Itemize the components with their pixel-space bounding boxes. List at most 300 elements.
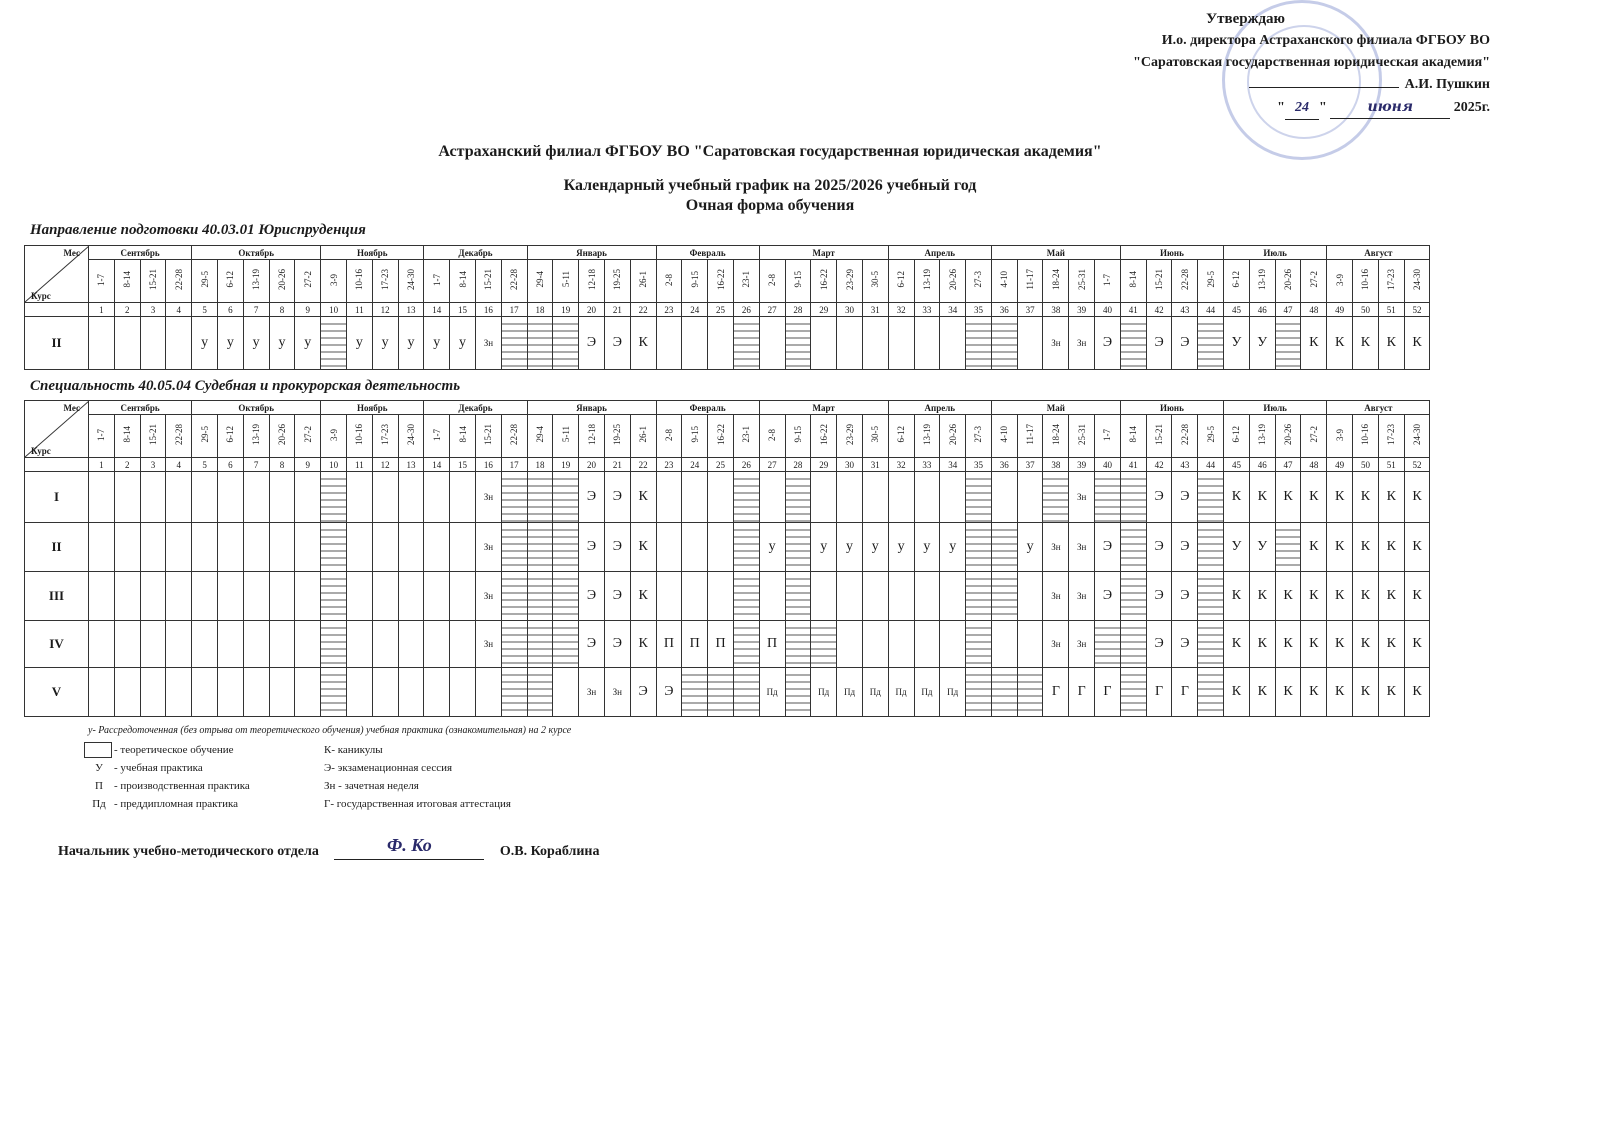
schedule-cell: [682, 668, 708, 717]
schedule-cell: Э: [1095, 572, 1121, 621]
week-number: 6: [217, 458, 243, 472]
schedule-cell: [733, 668, 759, 717]
schedule-cell: [398, 572, 424, 621]
week-number: 45: [1224, 458, 1250, 472]
week-range: 10-16: [1360, 269, 1371, 290]
schedule-cell: [811, 317, 837, 370]
week-range: 17-23: [1386, 269, 1397, 290]
schedule-cell: [759, 472, 785, 523]
week-header: [1069, 260, 1095, 303]
schedule-cell: [217, 621, 243, 668]
header-mes: Мес: [63, 403, 80, 413]
schedule-cell: [1120, 523, 1146, 572]
schedule-cell: Зн: [475, 317, 501, 370]
week-number: 7: [243, 303, 269, 317]
schedule-cell: Г: [1172, 668, 1198, 717]
week-range: 23-29: [844, 269, 855, 290]
footer-signature-mark: Ф. Ко: [334, 835, 484, 860]
schedule-cell: [527, 572, 553, 621]
week-header: [398, 260, 424, 303]
schedule-cell: [217, 523, 243, 572]
week-range: 17-23: [1386, 424, 1397, 445]
week-header: [192, 415, 218, 458]
schedule-cell: К: [1404, 317, 1430, 370]
schedule-cell: [192, 572, 218, 621]
week-range: 6-12: [1231, 271, 1242, 288]
schedule-cell: Э: [579, 472, 605, 523]
week-number: 39: [1069, 303, 1095, 317]
week-number: 15: [450, 303, 476, 317]
schedule-cell: [346, 621, 372, 668]
week-number: 43: [1172, 303, 1198, 317]
week-header: [862, 415, 888, 458]
month-header: Март: [759, 246, 888, 260]
week-range: 26-1: [638, 426, 649, 443]
schedule-cell: П: [656, 621, 682, 668]
schedule-cell: [166, 621, 192, 668]
schedule-cell: Зн: [475, 621, 501, 668]
schedule-cell: [140, 472, 166, 523]
schedule-cell: К: [1249, 621, 1275, 668]
header-kurs: Курс: [31, 446, 51, 456]
schedule-cell: К: [630, 523, 656, 572]
week-header: [1120, 415, 1146, 458]
schedule-cell: [1275, 523, 1301, 572]
schedule-cell: [656, 472, 682, 523]
schedule-cell: [940, 572, 966, 621]
week-number: 22: [630, 458, 656, 472]
schedule-cell: [837, 472, 863, 523]
schedule-cell: [450, 472, 476, 523]
week-header: [398, 415, 424, 458]
week-number: 30: [837, 303, 863, 317]
section-title: Специальность 40.05.04 Судебная и прокурорская деятельность: [30, 378, 461, 394]
schedule-cell: у: [837, 523, 863, 572]
week-header: [1198, 415, 1224, 458]
week-header: [89, 415, 115, 458]
section-title: Направление подготовки 40.03.01 Юриспруденция: [30, 222, 366, 238]
schedule-cell: К: [1275, 621, 1301, 668]
schedule-cell: у: [450, 317, 476, 370]
week-range: 9-15: [792, 426, 803, 443]
week-header: [346, 415, 372, 458]
week-header: [89, 260, 115, 303]
schedule-cell: [1095, 621, 1121, 668]
week-header: [1120, 260, 1146, 303]
week-number: 14: [424, 303, 450, 317]
schedule-cell: Зн: [1069, 472, 1095, 523]
schedule-cell: К: [630, 572, 656, 621]
week-number: 24: [682, 458, 708, 472]
schedule-cell: [966, 317, 992, 370]
week-range: 13-19: [251, 269, 262, 290]
week-header: [991, 260, 1017, 303]
week-number: 2: [114, 303, 140, 317]
schedule-cell: [966, 472, 992, 523]
schedule-cell: [89, 621, 115, 668]
course-row: [25, 472, 1430, 523]
schedule-cell: [837, 621, 863, 668]
schedule-cell: Г: [1069, 668, 1095, 717]
schedule-cell: [450, 668, 476, 717]
week-number: 33: [914, 303, 940, 317]
legend-key: Пд: [92, 798, 106, 810]
schedule-cell: [321, 668, 347, 717]
week-header: [372, 260, 398, 303]
schedule-cell: [785, 523, 811, 572]
schedule-cell: [140, 572, 166, 621]
schedule-cell: Зн: [1043, 621, 1069, 668]
schedule-cell: [1120, 621, 1146, 668]
week-number: 12: [372, 458, 398, 472]
schedule-cell: [811, 572, 837, 621]
week-number: 25: [708, 303, 734, 317]
week-number: 32: [888, 458, 914, 472]
schedule-cell: Пд: [914, 668, 940, 717]
week-number: 20: [579, 458, 605, 472]
schedule-cell: Зн: [1043, 317, 1069, 370]
week-range: 20-26: [947, 269, 958, 290]
schedule-cell: [295, 621, 321, 668]
week-range: 19-25: [612, 269, 623, 290]
schedule-cell: [940, 317, 966, 370]
week-header: [837, 260, 863, 303]
week-number: 16: [475, 458, 501, 472]
week-header: [269, 260, 295, 303]
week-range: 19-25: [612, 424, 623, 445]
schedule-cell: [1017, 572, 1043, 621]
week-number: 9: [295, 303, 321, 317]
schedule-cell: [1275, 317, 1301, 370]
week-range: 22-28: [1179, 269, 1190, 290]
schedule-cell: [785, 668, 811, 717]
schedule-cell: Пд: [940, 668, 966, 717]
schedule-cell: К: [1378, 472, 1404, 523]
week-header: [1353, 415, 1379, 458]
week-range: 10-16: [1360, 424, 1371, 445]
week-range: 16-22: [715, 269, 726, 290]
schedule-cell: [217, 668, 243, 717]
week-range: 6-12: [225, 426, 236, 443]
schedule-cell: К: [1301, 621, 1327, 668]
week-range: 1-7: [96, 428, 107, 441]
schedule-cell: [966, 668, 992, 717]
week-number: 38: [1043, 303, 1069, 317]
schedule-cell: К: [1301, 523, 1327, 572]
week-header: [811, 415, 837, 458]
schedule-cell: [450, 523, 476, 572]
schedule-cell: [527, 317, 553, 370]
week-range: 1-7: [1102, 273, 1113, 286]
week-header: [656, 260, 682, 303]
schedule-cell: [501, 621, 527, 668]
week-number: 18: [527, 458, 553, 472]
legend-row: [84, 759, 511, 777]
schedule-cell: [991, 572, 1017, 621]
week-range: 2-8: [767, 273, 778, 286]
week-header: [1275, 260, 1301, 303]
week-range: 16-22: [715, 424, 726, 445]
schedule-cell: К: [1353, 572, 1379, 621]
schedule-cell: [269, 572, 295, 621]
schedule-cell: [991, 472, 1017, 523]
week-number: 44: [1198, 303, 1224, 317]
schedule-cell: [785, 317, 811, 370]
week-range: 18-24: [1050, 424, 1061, 445]
week-number: 48: [1301, 303, 1327, 317]
schedule-cell: У: [1249, 523, 1275, 572]
legend-item: Г- государственная итоговая аттестация: [324, 798, 511, 810]
schedule-cell: Э: [1172, 472, 1198, 523]
week-header: [1249, 415, 1275, 458]
schedule-cell: К: [1301, 472, 1327, 523]
schedule-cell: К: [1249, 668, 1275, 717]
schedule-cell: [89, 572, 115, 621]
week-header: [217, 260, 243, 303]
week-header: [630, 415, 656, 458]
schedule-cell: у: [862, 523, 888, 572]
schedule-cell: К: [1301, 668, 1327, 717]
week-number: 49: [1327, 458, 1353, 472]
week-number: 40: [1095, 458, 1121, 472]
week-number: 26: [733, 303, 759, 317]
schedule-cell: [1198, 621, 1224, 668]
week-header: [192, 260, 218, 303]
schedule-cell: [682, 472, 708, 523]
schedule-cell: П: [759, 621, 785, 668]
schedule-cell: [243, 572, 269, 621]
week-header: [1172, 415, 1198, 458]
schedule-cell: [553, 668, 579, 717]
week-number: 4: [166, 303, 192, 317]
schedule-cell: [424, 621, 450, 668]
week-number: 24: [682, 303, 708, 317]
week-range: 23-1: [741, 426, 752, 443]
approval-date-year: 2025г.: [1453, 100, 1490, 115]
schedule-cell: К: [1327, 472, 1353, 523]
schedule-cell: [733, 621, 759, 668]
week-range: 23-29: [844, 424, 855, 445]
schedule-cell: [991, 523, 1017, 572]
week-header: [1146, 260, 1172, 303]
week-number: 31: [862, 303, 888, 317]
week-header: [811, 260, 837, 303]
schedule-cell: Пд: [837, 668, 863, 717]
schedule-cell: [398, 668, 424, 717]
week-range: 20-26: [276, 424, 287, 445]
week-header: [1404, 260, 1430, 303]
week-range: 20-26: [276, 269, 287, 290]
schedule-cell: [656, 317, 682, 370]
schedule-cell: [656, 572, 682, 621]
schedule-cell: [501, 668, 527, 717]
week-header: [527, 260, 553, 303]
schedule-cell: К: [1301, 317, 1327, 370]
schedule-cell: [501, 317, 527, 370]
week-range: 9-15: [689, 426, 700, 443]
week-header: [1095, 415, 1121, 458]
schedule-cell: [1198, 317, 1224, 370]
schedule-form: Очная форма обучения: [685, 197, 855, 214]
week-header: [785, 415, 811, 458]
week-number: 15: [450, 458, 476, 472]
week-header: [217, 415, 243, 458]
week-number: 10: [321, 458, 347, 472]
approval-date: " 24 " июня 2025г.: [1133, 96, 1490, 120]
week-number: 36: [991, 458, 1017, 472]
week-range: 23-1: [741, 271, 752, 288]
week-range: 27-2: [1308, 271, 1319, 288]
schedule-cell: [553, 317, 579, 370]
week-header: [656, 415, 682, 458]
schedule-cell: [914, 317, 940, 370]
week-number: 34: [940, 303, 966, 317]
week-number: 44: [1198, 458, 1224, 472]
week-range: 1-7: [431, 428, 442, 441]
week-header: [372, 415, 398, 458]
week-range: 27-2: [302, 426, 313, 443]
week-range: 13-19: [251, 424, 262, 445]
schedule-cell: К: [1404, 572, 1430, 621]
week-range: 20-26: [947, 424, 958, 445]
schedule-cell: К: [1353, 668, 1379, 717]
legend-row: [84, 741, 511, 759]
schedule-cell: [862, 572, 888, 621]
week-number: 27: [759, 458, 785, 472]
schedule-cell: Зн: [579, 668, 605, 717]
schedule-cell: [372, 572, 398, 621]
week-number: 21: [604, 458, 630, 472]
schedule-cell: у: [398, 317, 424, 370]
week-header: [733, 415, 759, 458]
week-range: 11-17: [1025, 269, 1036, 290]
schedule-cell: К: [1327, 621, 1353, 668]
week-header: [888, 415, 914, 458]
week-header: [140, 415, 166, 458]
legend-label: - учебная практика: [114, 762, 203, 774]
schedule-cell: [837, 317, 863, 370]
schedule-cell: К: [630, 621, 656, 668]
schedule-cell: К: [630, 317, 656, 370]
schedule-cell: [1120, 317, 1146, 370]
schedule-cell: Э: [630, 668, 656, 717]
month-header: Апрель: [888, 401, 991, 415]
schedule-cell: К: [1249, 572, 1275, 621]
schedule-cell: [682, 317, 708, 370]
week-header: [733, 260, 759, 303]
footer-position: Начальник учебно-методического отдела: [58, 844, 319, 859]
week-header: [450, 415, 476, 458]
week-number: 12: [372, 303, 398, 317]
week-header: [269, 415, 295, 458]
schedule-cell: [733, 572, 759, 621]
schedule-cell: [372, 523, 398, 572]
week-header: [1301, 260, 1327, 303]
schedule-cell: К: [1353, 317, 1379, 370]
week-range: 22-28: [173, 269, 184, 290]
schedule-cell: [1017, 317, 1043, 370]
schedule-cell: у: [1017, 523, 1043, 572]
week-number: 50: [1353, 303, 1379, 317]
legend-item: [84, 741, 324, 759]
schedule-cell: [527, 621, 553, 668]
schedule-cell: [346, 572, 372, 621]
schedule-cell: [1198, 472, 1224, 523]
schedule-cell: [166, 472, 192, 523]
week-header: [527, 415, 553, 458]
schedule-cell: [372, 621, 398, 668]
week-range: 8-14: [457, 271, 468, 288]
schedule-cell: у: [888, 523, 914, 572]
schedule-cell: [295, 572, 321, 621]
schedule-cell: [269, 621, 295, 668]
schedule-cell: у: [217, 317, 243, 370]
week-header: [940, 260, 966, 303]
schedule-cell: Г: [1146, 668, 1172, 717]
schedule-cell: [553, 572, 579, 621]
week-range: 6-12: [896, 426, 907, 443]
footer-name: О.В. Кораблина: [499, 844, 600, 859]
week-range: 15-21: [1154, 424, 1165, 445]
schedule-cell: [759, 572, 785, 621]
week-header: [166, 260, 192, 303]
week-number: 3: [140, 458, 166, 472]
schedule-cell: [89, 472, 115, 523]
week-header: [759, 260, 785, 303]
schedule-cell: [553, 523, 579, 572]
schedule-cell: [708, 472, 734, 523]
week-number: 28: [785, 458, 811, 472]
schedule-cell: [862, 317, 888, 370]
week-number: 34: [940, 458, 966, 472]
week-range: 1-7: [1102, 428, 1113, 441]
schedule-cell: [243, 621, 269, 668]
week-number: 5: [192, 458, 218, 472]
week-range: 15-21: [1154, 269, 1165, 290]
schedule-cell: К: [1404, 472, 1430, 523]
week-header: [475, 260, 501, 303]
schedule-cell: [811, 472, 837, 523]
schedule-cell: [372, 668, 398, 717]
week-number: 17: [501, 303, 527, 317]
schedule-cell: Г: [1095, 668, 1121, 717]
schedule-cell: [837, 572, 863, 621]
month-header: Сентябрь: [89, 401, 192, 415]
schedule-table: [24, 245, 1430, 370]
week-number: 29: [811, 458, 837, 472]
week-range: 25-31: [1076, 424, 1087, 445]
schedule-cell: [192, 523, 218, 572]
schedule-cell: [243, 668, 269, 717]
schedule-cell: у: [192, 317, 218, 370]
week-header: [1043, 415, 1069, 458]
legend-label: - теоретическое обучение: [114, 744, 234, 756]
week-range: 15-21: [483, 269, 494, 290]
schedule-cell: у: [424, 317, 450, 370]
week-number: 47: [1275, 303, 1301, 317]
schedule-cell: [114, 523, 140, 572]
schedule-cell: [682, 572, 708, 621]
week-range: 1-7: [431, 273, 442, 286]
month-header: Май: [991, 401, 1120, 415]
week-number: 49: [1327, 303, 1353, 317]
schedule-cell: у: [811, 523, 837, 572]
legend-row: [84, 795, 511, 813]
schedule-cell: [114, 317, 140, 370]
schedule-cell: [1120, 572, 1146, 621]
week-header: [785, 260, 811, 303]
week-header: [630, 260, 656, 303]
